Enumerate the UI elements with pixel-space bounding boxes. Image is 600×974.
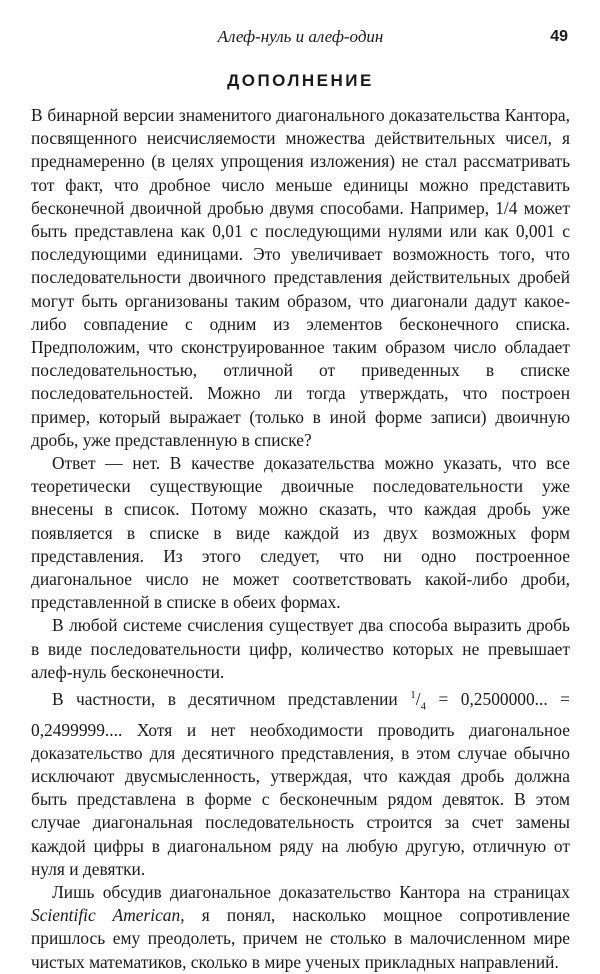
paragraph-1: В бинарной версии знаменитого диагонального доказательства Кантора, посвященного неисчисляемости множества действительных чисел, я преднамеренно (в целях упрощения изложения) не стал рассматривать тот факт, что дробное число меньше единицы можно представить бесконечной двоичной дробью двумя способами. Например, 1/4 может быть представлена как 0,01 с последующими нулями или как 0,001 с последующими единицами. Это увеличивает возможность того, что последовательности двоичного представления действительных дробей могут быть организованы таким образом, что диагонали дадут какое-либо совпадение с одним из элементов бесконечного списка. Предположим, что сконструированное таким образом число обладает последовательностью, отличной от приведенных в списке последовательностей. Можно ли тогда утверждать, что построен пример, который выражает (только в иной форме записи) двоичную дробь, уже представленную в списке? [31, 105, 570, 450]
paragraph-4 [31, 684, 570, 881]
paragraph-5-rest: , я понял, насколько мощное сопротивление пришлось ему преодолеть, причем не столько в малочисленном мире чистых математиков, сколько в мире ученых прикладных направлений. [31, 905, 570, 972]
running-header [31, 0, 570, 58]
paragraph-4-lead: В частности, в десятичном представлении [52, 688, 398, 709]
paragraph-2: Ответ — нет. В качестве доказательства можно указать, что все теоретически существующие двоичные последовательности уже внесены в список. Потому можно сказать, что каждая дробь уже появляется в списке в виде каждой из двух возможных форм представления. Из этого следует, что ни одно построенное диагональное число не может соответствовать какой-либо дроби, представленной в списке в обеих формах. [31, 453, 570, 613]
fraction-slash: / [415, 688, 421, 709]
paragraph-5 [31, 881, 570, 974]
paragraph-3: В любой системе счисления существует два способа выразить дробь в виде последовательности цифр, количество которых не превышает алеф-нуль бесконечности. [31, 615, 570, 682]
paragraph-5-lead: Лишь обсудив диагональное доказательство Кантора на страницах [52, 881, 570, 902]
page-number: 49 [550, 28, 568, 45]
fraction-one-quarter [410, 688, 427, 713]
fraction-denominator: 4 [420, 700, 427, 713]
journal-title: Scientific American [31, 905, 181, 926]
section-heading: ДОПОЛНЕНИЕ [227, 71, 374, 90]
fraction-numerator: 1 [410, 689, 416, 702]
running-title: Алеф-нуль и алеф-один [217, 27, 384, 46]
paragraph-4-rest: = 0,2500000... = 0,2499999.... Хотя и нет необходимости проводить диагональное доказательство для десятичного представления, в этом случае обычно исключают двусмысленность, утверждая, что каждая дробь должна быть представлена в форме с бесконечным рядом девяток. В этом случае диагональная последовательность строится за счет замены каждой цифры в диагональном ряду на любую другую, отличную от нуля и девятки. [31, 688, 570, 879]
body-text [31, 104, 570, 974]
